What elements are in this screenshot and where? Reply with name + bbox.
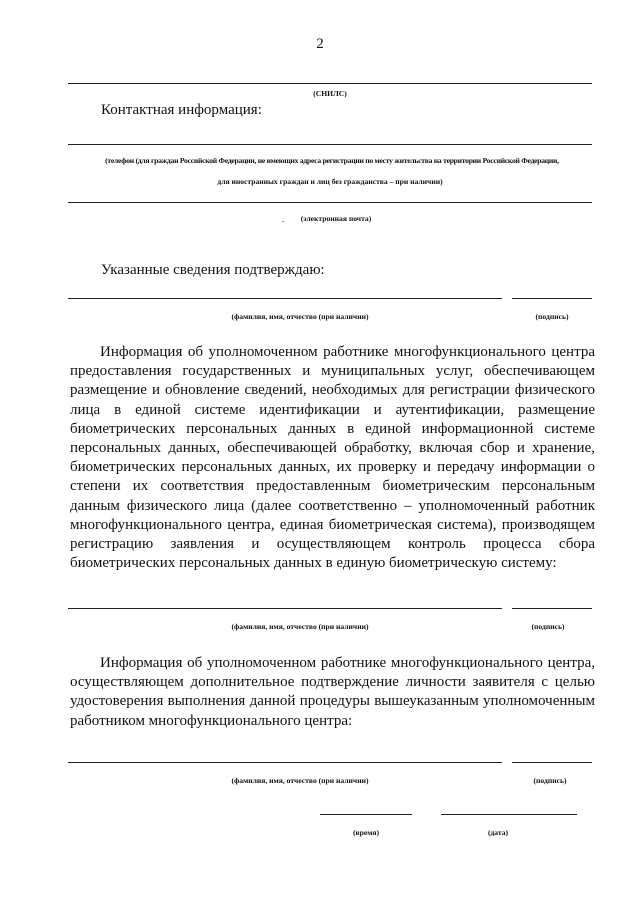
- applicant-fio-caption: (фамилия, имя, отчество (при наличии): [231, 312, 369, 321]
- applicant-signature-line: [512, 298, 592, 299]
- snils-line: [68, 83, 592, 84]
- phone-caption-2: для иностранных граждан и лиц без гражданства – при наличии): [217, 177, 443, 186]
- dot-mark: .: [282, 214, 285, 224]
- worker1-fio-line: [68, 608, 502, 609]
- worker1-fio-caption: (фамилия, имя, отчество (при наличии): [231, 622, 369, 631]
- worker2-signature-caption: (подпись): [533, 776, 567, 785]
- date-caption: (дата): [487, 828, 509, 837]
- worker2-fio-caption: (фамилия, имя, отчество (при наличии): [231, 776, 369, 785]
- time-line: [320, 814, 412, 815]
- worker2-signature-line: [512, 762, 592, 763]
- email-caption: (электронная почта): [300, 214, 372, 223]
- applicant-signature-caption: (подпись): [535, 312, 569, 321]
- phone-line: [68, 144, 592, 145]
- worker1-signature-line: [512, 608, 592, 609]
- snils-caption: (СНИЛС): [313, 89, 347, 98]
- worker2-fio-line: [68, 762, 502, 763]
- phone-caption-1: (телефон (для граждан Российской Федерации, не имеющих адреса регистрации по месту жительства на территории Российской Федерации,: [105, 156, 559, 165]
- paragraph-mfc-verifier: Информация об уполномоченном работнике многофункционального центра, осуществляющем дополнительное подтверждение личности заявителя с целью удостоверения выполнения данной процедуры вышеуказанным уполномоченным работником многофункционального центра:: [70, 655, 595, 729]
- time-caption: (время): [352, 828, 380, 837]
- page-number: 2: [316, 36, 324, 52]
- worker1-signature-caption: (подпись): [531, 622, 565, 631]
- email-line: [68, 202, 592, 203]
- paragraph-mfc-worker: Информация об уполномоченном работнике многофункционального центра предоставления государственных и муниципальных услуг, обеспечивающем размещение и обновление сведений, необходимых для регистрации физического лица в единой системе идентификации и аутентификации, размещение биометрических персональных данных в единой информационной системе персональных данных, обеспечивающей обработку, включая сбор и хранение, биометрических персональных данных, их проверку и передачу информации о степени их соответствия предоставленным биометрическим персональным данным физического лица (далее соответственно – уполномоченный работник многофункционального центра, единая биометрическая система), производящем регистрацию заявления и осуществляющем контроль процесса сбора биометрических персональных данных в единую биометрическую систему:: [70, 344, 595, 572]
- date-line: [441, 814, 577, 815]
- contact-info-label: Контактная информация:: [101, 102, 262, 118]
- confirm-label: Указанные сведения подтверждаю:: [101, 262, 325, 278]
- applicant-fio-line: [68, 298, 502, 299]
